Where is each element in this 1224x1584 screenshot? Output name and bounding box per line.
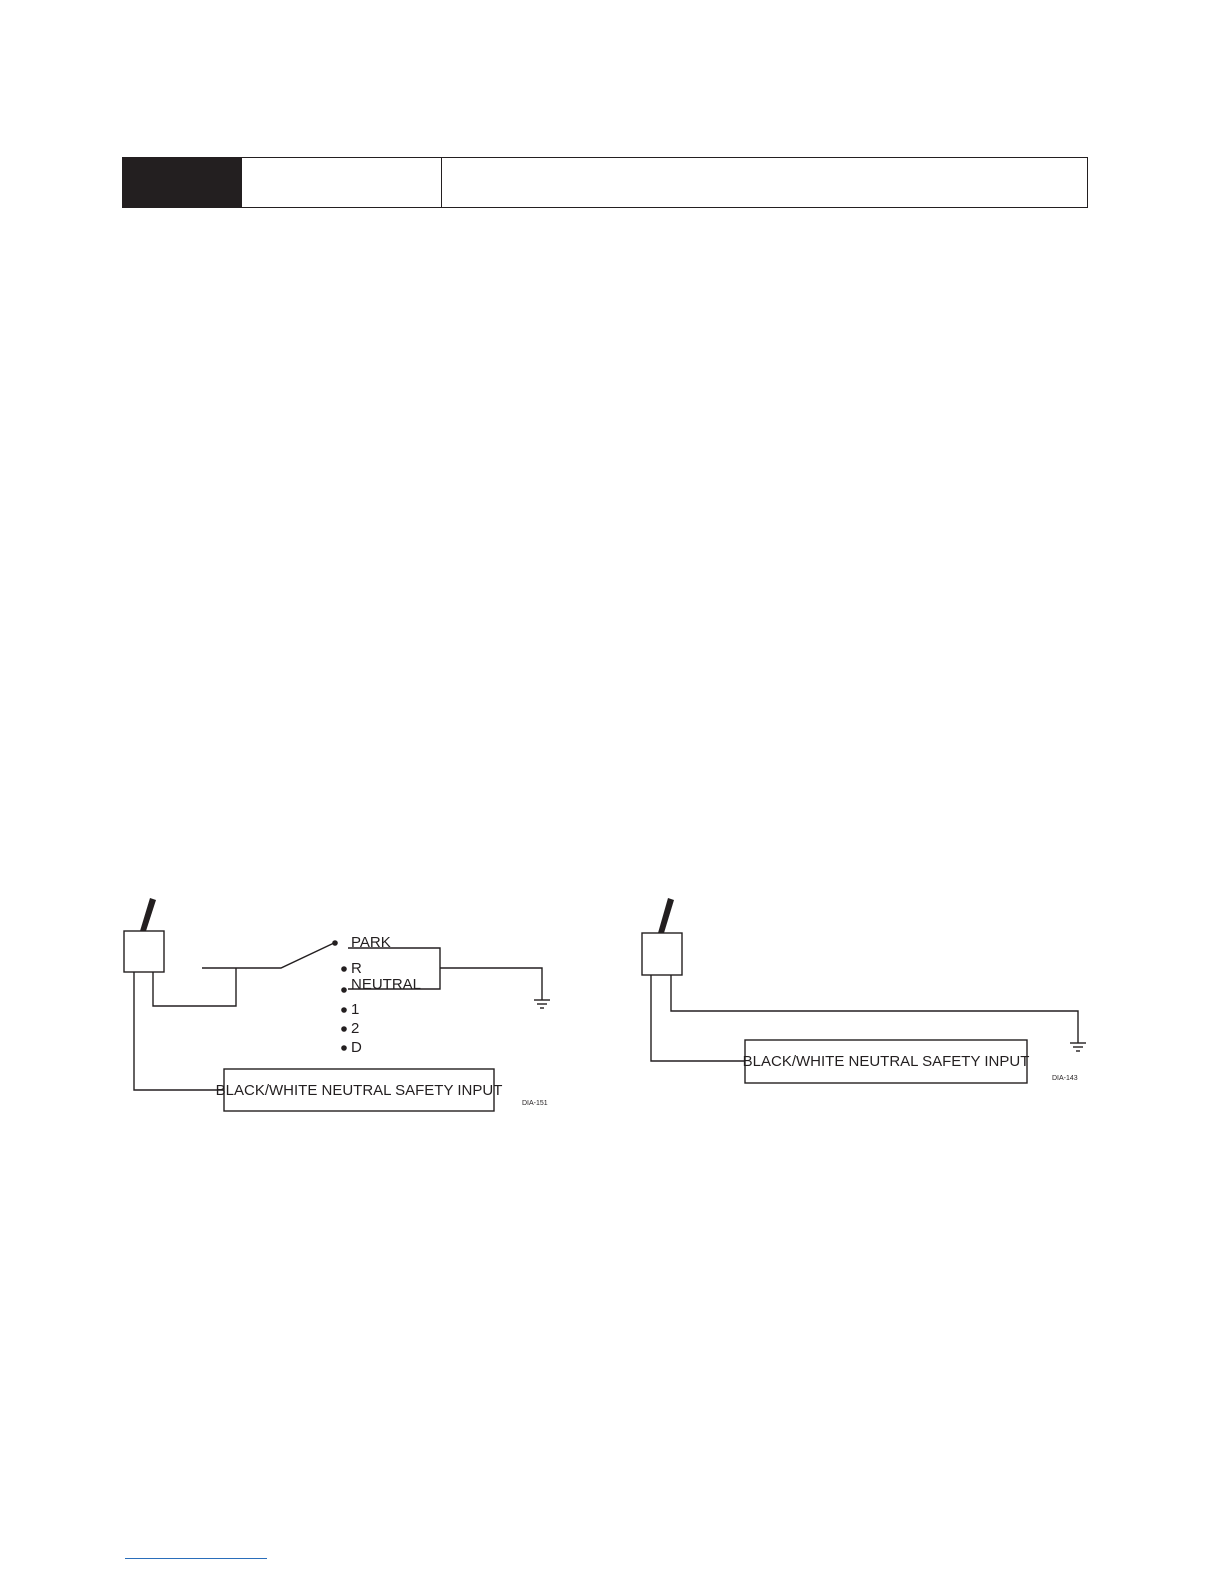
wire-to-ground bbox=[671, 975, 1078, 1043]
ground-icon bbox=[1070, 1043, 1086, 1051]
figure-code-left: DIA-151 bbox=[522, 1100, 548, 1107]
wire-to-ground bbox=[440, 968, 542, 1000]
position-label-park: PARK bbox=[351, 934, 391, 951]
figure-code-right: DIA-143 bbox=[1052, 1075, 1078, 1082]
position-label-1: 1 bbox=[351, 1001, 360, 1018]
contact-dot-2 bbox=[341, 1026, 347, 1032]
ground-icon bbox=[534, 1000, 550, 1008]
toggle-switch-body bbox=[124, 931, 164, 972]
left-wiring-diagram bbox=[124, 898, 550, 1111]
wire-to-input bbox=[651, 975, 745, 1061]
input-label-text-left: BLACK/WHITE NEUTRAL SAFETY INPUT bbox=[215, 1082, 503, 1099]
selector-contact-dots bbox=[332, 940, 347, 1051]
position-label-d: D bbox=[351, 1039, 362, 1056]
toggle-switch-body bbox=[642, 933, 682, 975]
contact-dot-neutral bbox=[341, 987, 347, 993]
toggle-switch-lever-icon bbox=[658, 898, 674, 933]
contact-dot-d bbox=[341, 1045, 347, 1051]
contact-dot-r bbox=[341, 966, 347, 972]
input-label-text-right: BLACK/WHITE NEUTRAL SAFETY INPUT bbox=[742, 1053, 1030, 1070]
contact-dot-park bbox=[332, 940, 338, 946]
wire-loop bbox=[153, 968, 236, 1006]
contact-dot-1 bbox=[341, 1007, 347, 1013]
position-label-2: 2 bbox=[351, 1020, 360, 1037]
position-label-r: R bbox=[351, 960, 362, 977]
wire-selector-arm bbox=[202, 943, 334, 968]
footer-link-rule bbox=[125, 1558, 267, 1559]
position-label-neutral: NEUTRAL bbox=[351, 976, 422, 993]
wire-to-input bbox=[134, 972, 224, 1090]
toggle-switch-lever-icon bbox=[140, 898, 156, 931]
